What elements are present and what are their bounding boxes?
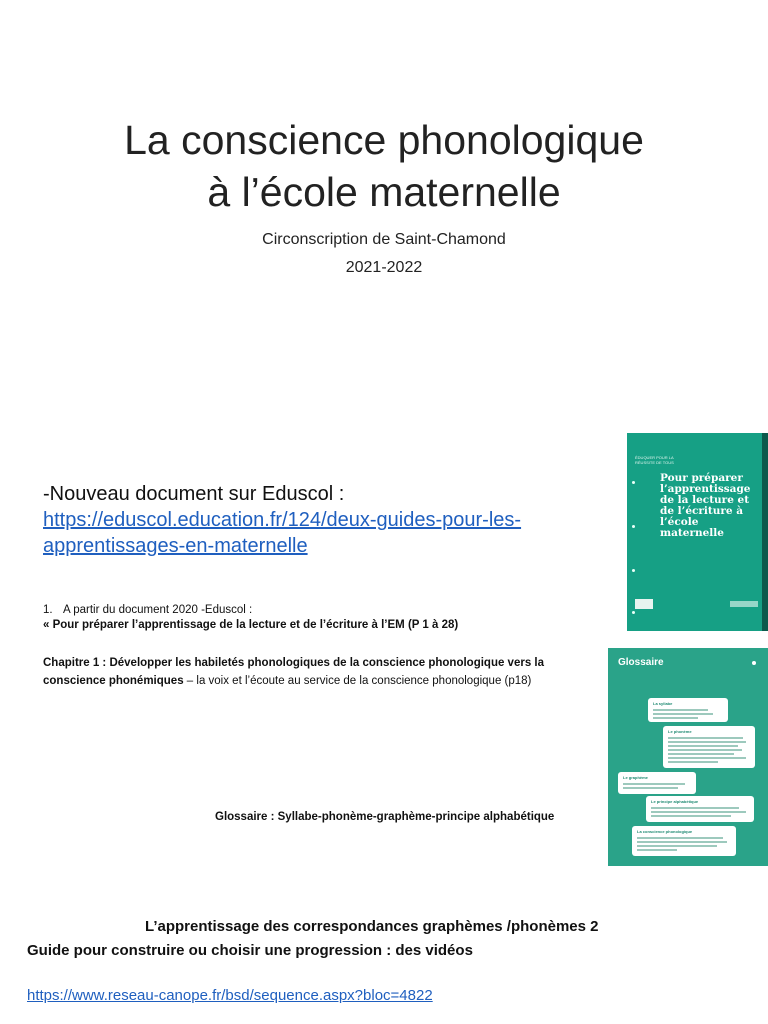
cover-dot — [632, 569, 635, 572]
cover-dot — [632, 611, 635, 614]
cover-title: Pour préparer l’apprentissage de la lecture et de l’écriture à l’école maternelle — [660, 472, 751, 539]
glossary-card-conscience — [632, 826, 736, 856]
glossary-card-syllabe — [648, 698, 728, 722]
list-text: A partir du document 2020 -Eduscol : — [63, 604, 253, 616]
cover-dot — [632, 481, 635, 484]
glossary-card-label: Le graphème — [623, 775, 648, 780]
guide-cover-image — [627, 433, 768, 631]
circonscription-label: Circonscription de Saint-Chamond — [262, 231, 506, 248]
heading-correspondances: L’apprentissage des correspondances graphèmes /phonèmes 2 — [145, 918, 599, 935]
cover-logo — [635, 599, 653, 609]
canope-link[interactable]: https://www.reseau-canope.fr/bsd/sequence.aspx?bloc=4822 — [27, 987, 433, 1004]
glossaire-text: Glossaire : Syllabe-phonème-graphème-principe alphabétique — [215, 811, 555, 823]
eduscol-link[interactable] — [43, 507, 583, 559]
eduscol-link-line-2[interactable]: apprentissages-en-maternelle — [43, 535, 308, 557]
eduscol-link-line-1[interactable]: https://eduscol.education.fr/124/deux-guides-pour-les- — [43, 509, 522, 531]
glossary-card-grapheme — [618, 772, 696, 794]
chapitre-paragraph — [43, 654, 603, 690]
list-number: 1. — [43, 604, 53, 616]
chapitre-title: Chapitre 1 : Développer les habiletés phonologiques de la conscience phonologique vers la conscience phonémiques — [43, 657, 545, 687]
nouveau-document-text: -Nouveau document sur Eduscol : — [43, 483, 345, 505]
cover-dot — [632, 525, 635, 528]
document-title-line: « Pour préparer l’apprentissage de la lecture et de l’écriture à l’EM (P 1 à 28) — [43, 619, 459, 631]
glossaire-title: Glossaire — [618, 657, 664, 668]
glossary-card-label: La conscience phonologique — [637, 829, 693, 834]
glossary-card-label: Le phonème — [668, 729, 692, 734]
title-line-1: La conscience phonologique — [124, 117, 644, 163]
page-title — [0, 114, 768, 218]
title-line-2: à l’école maternelle — [207, 169, 561, 215]
cover-small-text: ÉDUQUER POUR LA RÉUSSITE DE TOUS — [635, 455, 674, 465]
cover-edge — [762, 433, 768, 631]
chapitre-rest: – la voix et l’écoute au service de la conscience phonologique (p18) — [183, 675, 532, 687]
glossary-card-label: Le principe alphabétique — [651, 799, 699, 804]
glossary-card-label: La syllabe — [653, 701, 673, 706]
glossary-card-principe — [646, 796, 754, 822]
list-item — [43, 603, 252, 617]
glossaire-header — [608, 648, 768, 676]
glossaire-image — [608, 648, 768, 866]
glossaire-dot — [752, 661, 756, 665]
heading-guide-progression: Guide pour construire ou choisir une progression : des vidéos — [27, 942, 473, 959]
cover-footer-mark — [730, 601, 758, 607]
glossary-card-phoneme — [663, 726, 755, 768]
year-label: 2021-2022 — [345, 259, 423, 276]
